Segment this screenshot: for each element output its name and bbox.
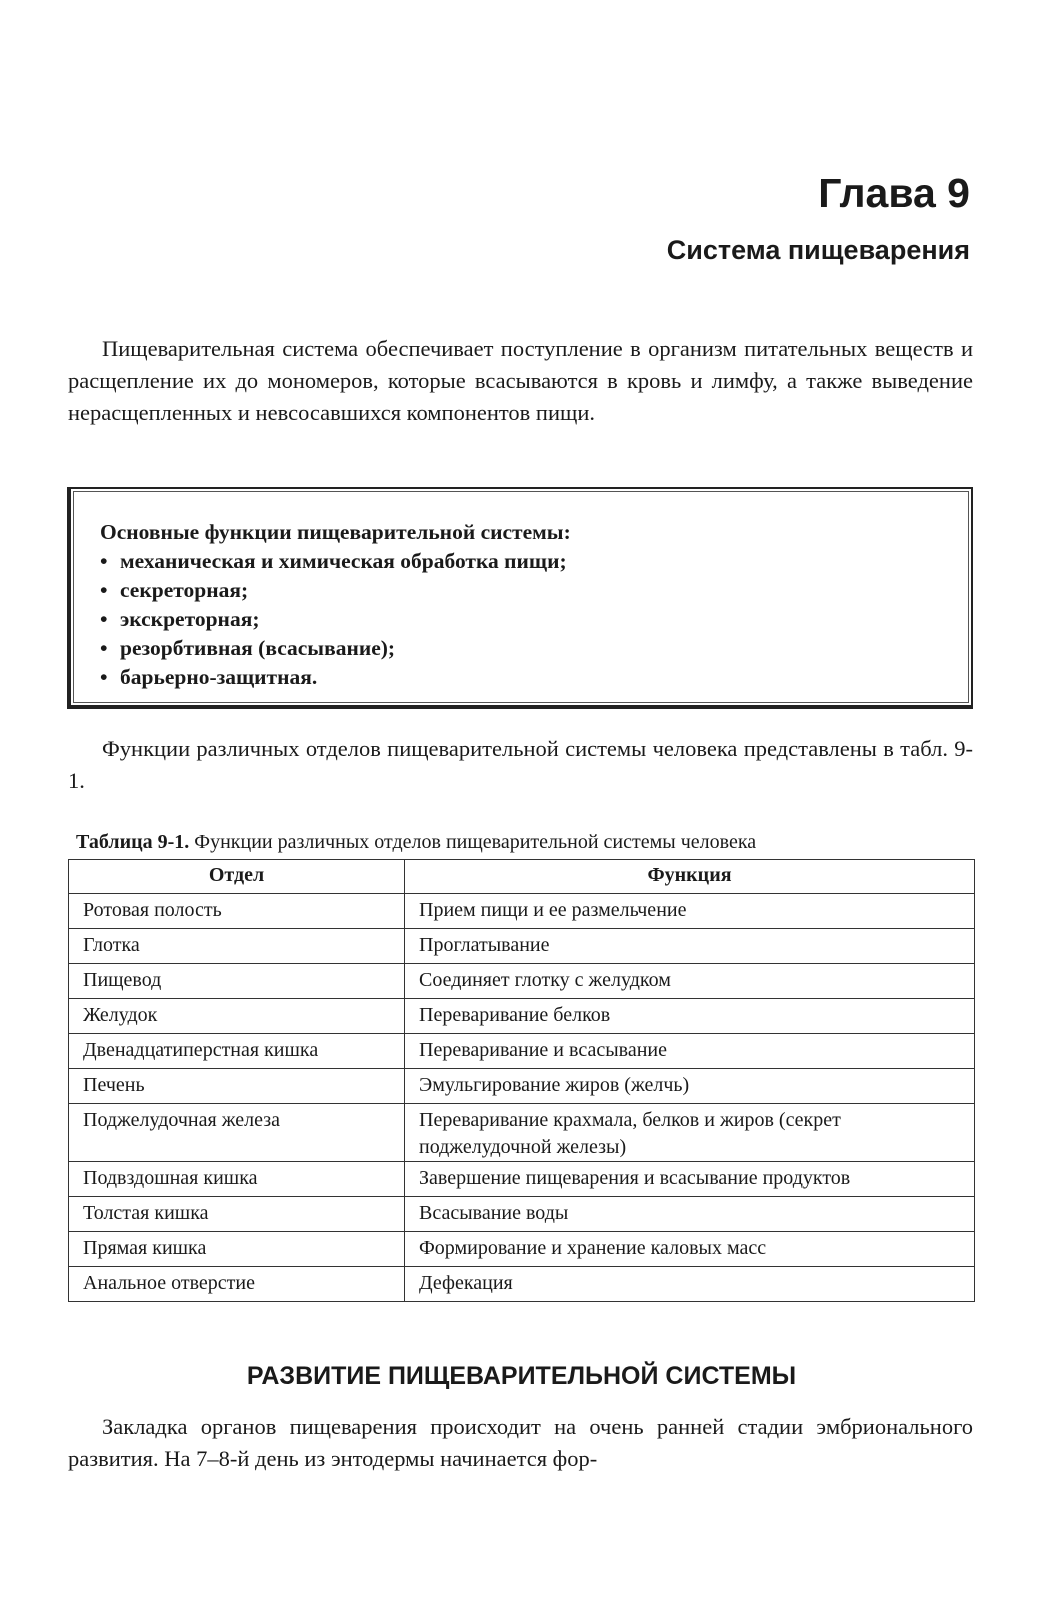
- table-cell: Формирование и хранение каловых масс: [405, 1232, 975, 1267]
- table-cell: Двенадцатиперстная кишка: [69, 1034, 405, 1069]
- table-caption: [76, 828, 756, 856]
- list-item: [100, 576, 943, 605]
- development-paragraph: Закладка органов пищеварения происходит на очень ранней стадии эмбрионального развития. На 7–8-й день из энтодермы начинается фор-: [68, 1414, 973, 1471]
- table-cell: Подвздошная кишка: [69, 1162, 405, 1197]
- list-item: [100, 547, 943, 576]
- list-item-text: экскреторная;: [120, 607, 260, 631]
- chapter-number: Глава 9: [818, 170, 970, 216]
- column-header-section: Отдел: [69, 860, 405, 894]
- functions-box-heading: Основные функции пищеварительной системы:: [100, 520, 571, 544]
- table-row: [69, 1162, 975, 1197]
- table-cell: Печень: [69, 1069, 405, 1104]
- table-caption-label: Таблица 9-1.: [76, 831, 190, 853]
- table-caption-text: Функции различных отделов пищеварительной системы человека: [189, 831, 757, 853]
- table-row: [69, 1197, 975, 1232]
- table-cell: Эмульгирование жиров (желчь): [405, 1069, 975, 1104]
- column-header-function: Функция: [405, 860, 975, 894]
- table-cell: Переваривание и всасывание: [405, 1034, 975, 1069]
- table-cell: Переваривание белков: [405, 999, 975, 1034]
- table-cell: Желудок: [69, 999, 405, 1034]
- section-heading: РАЗВИТИЕ ПИЩЕВАРИТЕЛЬНОЙ СИСТЕМЫ: [246, 1362, 797, 1390]
- table-cell: Соединяет глотку с желудком: [405, 964, 975, 999]
- bullet-icon: •: [100, 578, 108, 602]
- table-cell: Дефекация: [405, 1267, 975, 1302]
- list-item-text: барьерно-защитная.: [120, 665, 318, 689]
- bullet-icon: •: [100, 636, 108, 660]
- bullet-icon: •: [100, 665, 108, 689]
- list-item: [100, 605, 943, 634]
- table-row: [69, 1232, 975, 1267]
- table-cell: Поджелудочная железа: [69, 1104, 405, 1162]
- table-cell: Глотка: [69, 929, 405, 964]
- table-cell: Прямая кишка: [69, 1232, 405, 1267]
- bullet-icon: •: [100, 607, 108, 631]
- table-cell: Толстая кишка: [69, 1197, 405, 1232]
- table-row: [69, 929, 975, 964]
- functions-table: [68, 859, 975, 1302]
- chapter-title: Система пищеварения: [666, 235, 970, 265]
- table-row: [69, 964, 975, 999]
- bullet-icon: •: [100, 549, 108, 573]
- table-row: [69, 999, 975, 1034]
- table-cell: Анальное отверстие: [69, 1267, 405, 1302]
- table-row: [69, 1267, 975, 1302]
- table-row: [69, 894, 975, 929]
- table-cell: Пищевод: [69, 964, 405, 999]
- functions-box: [67, 487, 973, 709]
- intro-paragraph: Пищеварительная система обеспечивает поступление в организм питательных веществ и расщепление их до мономеров, которые всасываются в кровь и лимфу, а также выведение нерасщепленных и невсосавшихся компонентов пищи.: [68, 336, 973, 425]
- table-cell: Завершение пищеварения и всасывание продуктов: [405, 1162, 975, 1197]
- table-cell: Ротовая полость: [69, 894, 405, 929]
- list-item-text: резорбтивная (всасывание);: [120, 636, 396, 660]
- list-item: [100, 634, 943, 663]
- list-item: [100, 663, 943, 692]
- list-item-text: секреторная;: [120, 578, 249, 602]
- table-row: [69, 1034, 975, 1069]
- list-item-text: механическая и химическая обработка пищи;: [120, 549, 567, 573]
- table-reference-paragraph: Функции различных отделов пищеварительной системы человека представлены в табл. 9-1.: [68, 736, 973, 793]
- functions-list: [100, 547, 943, 692]
- table-cell: Переваривание крахмала, белков и жиров (секрет поджелудочной железы): [405, 1104, 975, 1162]
- table-cell: Проглатывание: [405, 929, 975, 964]
- table-row: [69, 1104, 975, 1162]
- table-cell: Всасывание воды: [405, 1197, 975, 1232]
- table-row: [69, 1069, 975, 1104]
- table-cell: Прием пищи и ее размельчение: [405, 894, 975, 929]
- table-header-row: [69, 860, 975, 894]
